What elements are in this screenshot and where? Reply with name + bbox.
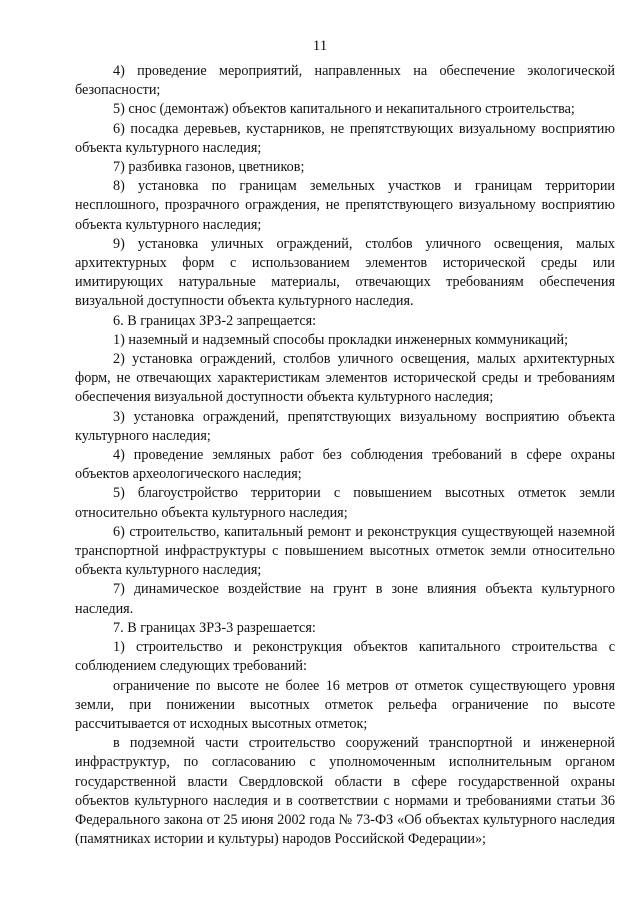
document-body xyxy=(75,62,615,849)
paragraph-zrz2-item-5: 5) благоустройство территории с повышением высотных отметок земли относительно объекта культурного наследия; xyxy=(75,485,615,521)
paragraph-item-5: 5) снос (демонтаж) объектов капитального и некапитального строительства; xyxy=(113,101,575,118)
paragraph-zrz2-item-4: 4) проведение земляных работ без соблюдения требований в сфере охраны объектов археологического наследия; xyxy=(75,447,615,483)
paragraph-underground: в подземной части строительство сооружений транспортной и инженерной инфраструктур, по согласованию с уполномоченным исполнительным органом государственной власти Свердловской области в сфере государственной охраны объектов культурного наследия и в соответствии с нормами и требованиями статьи 36 Федерального закона от 25 июня 2002 года № 73-ФЗ «Об объектах культурного наследия (памятниках истории и культуры) народов Российской Федерации»; xyxy=(75,735,615,848)
paragraph-zrz2-item-6: 6) строительство, капитальный ремонт и реконструкция существующей наземной транспортной инфраструктуры с повышением высотных отметок земли относительно объекта культурного наследия; xyxy=(75,523,615,579)
paragraph-zrz2-item-1: 1) наземный и надземный способы прокладки инженерных коммуникаций; xyxy=(113,331,569,348)
paragraph-item-4: 4) проведение мероприятий, направленных на обеспечение экологической безопасности; xyxy=(75,63,615,99)
paragraph-zrz2-item-7: 7) динамическое воздействие на грунт в зоне влияния объекта культурного наследия. xyxy=(75,581,615,617)
paragraph-item-7: 7) разбивка газонов, цветников; xyxy=(113,159,305,176)
paragraph-zrz2-item-3: 3) установка ограждений, препятствующих визуальному восприятию объекта культурного наследия; xyxy=(75,408,615,444)
paragraph-item-9: 9) установка уличных ограждений, столбов уличного освещения, малых архитектурных форм с использованием элементов исторической среды или имитирующих натуральные материалы, отвечающих требованиям обеспечения визуальной доступности объекта культурного наследия. xyxy=(75,235,615,310)
paragraph-height-limit: ограничение по высоте не более 16 метров от отметок существующего уровня земли, при понижении высотных отметок рельефа ограничение по высоте рассчитывается от исходных высотных отметок; xyxy=(75,677,615,732)
section-heading-6: 6. В границах ЗРЗ-2 запрещается: xyxy=(113,312,317,329)
paragraph-item-8: 8) установка по границам земельных участков и границам территории несплошного, прозрачного ограждения, не препятствующего визуальному восприятию объекта культурного наследия; xyxy=(75,178,615,233)
paragraph-item-6: 6) посадка деревьев, кустарников, не препятствующих визуальному восприятию объекта культурного наследия; xyxy=(75,120,615,156)
section-heading-7: 7. В границах ЗРЗ-3 разрешается: xyxy=(113,619,316,636)
page-number: 11 xyxy=(312,38,328,54)
paragraph-zrz3-item-1: 1) строительство и реконструкция объектов капитального строительства с соблюдением следующих требований: xyxy=(75,639,615,675)
paragraph-zrz2-item-2: 2) установка ограждений, столбов уличного освещения, малых архитектурных форм, не отвечающих характеристикам элементов исторической среды и требованиям обеспечения визуальной доступности объекта культурного наследия; xyxy=(75,351,615,406)
